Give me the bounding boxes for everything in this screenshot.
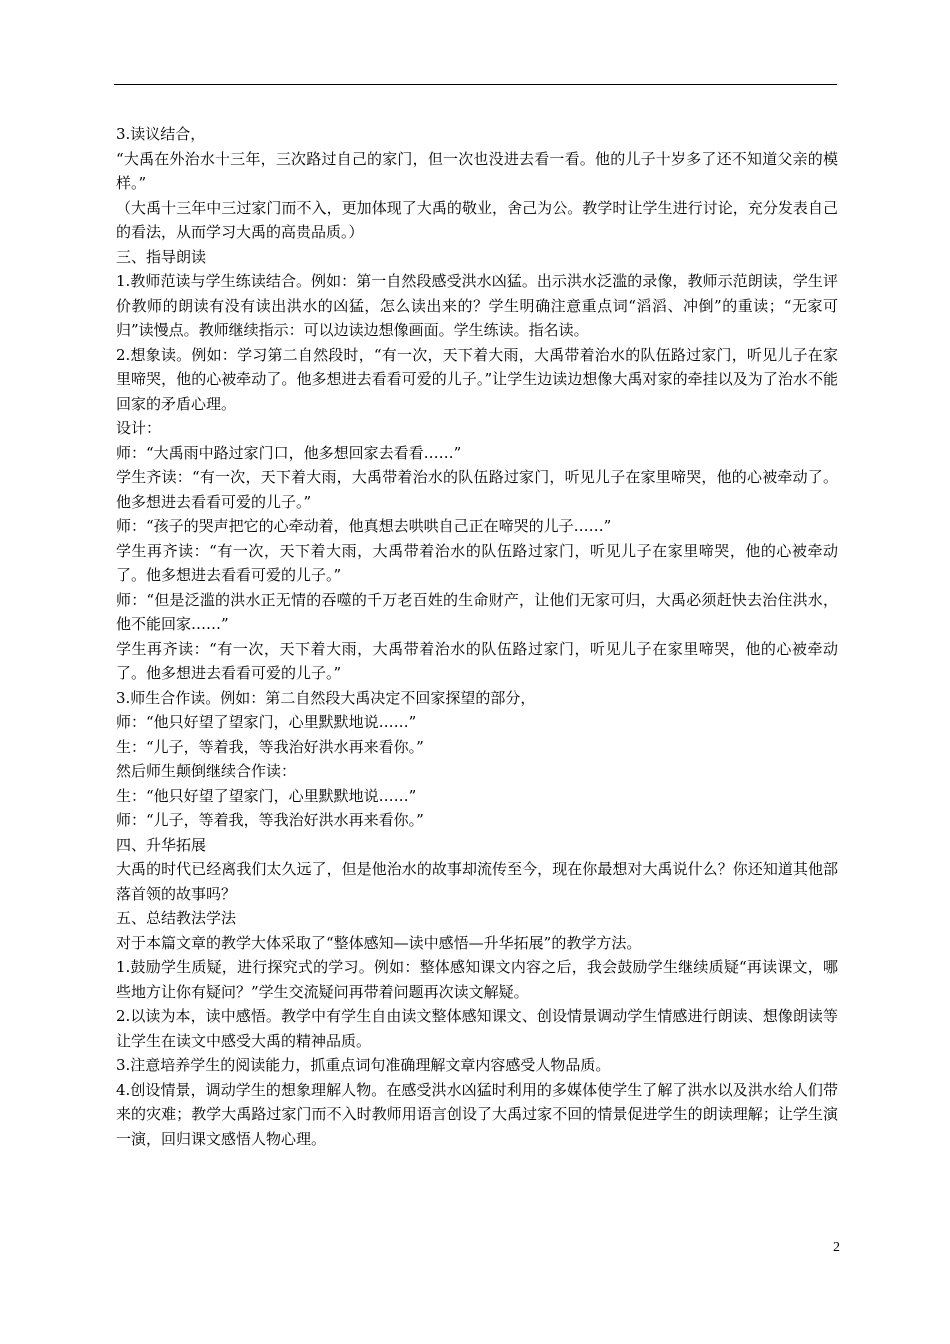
paragraph: 3.师生合作读。例如：第二自然段大禹决定不回家探望的部分， — [116, 688, 536, 707]
paragraph: 3.注意培养学生的阅读能力，抓重点词句准确理解文章内容感受人物品质。 — [116, 1056, 611, 1074]
dialogue-line: 生：“儿子，等着我，等我治好洪水再来看你。” — [116, 737, 424, 756]
dialogue-line: 学生再齐读：“有一次，天下着大雨，大禹带着治水的队伍路过家门，听见儿子在家里啼哭，他的心被牵动了。他多想进去看看可爱的儿子。” — [116, 541, 838, 584]
paragraph: 4.创设情景，调动学生的想象理解人物。在感受洪水凶猛时利用的多媒体使学生了解了洪水以及洪水给人们带来的灾难；教学大禹路过家门而不入时教师用语言创设了大禹过家不回的情景促进学生的朗读理解；让学生演一演，回归课文感悟人物心理。 — [116, 1080, 838, 1148]
header-rule — [114, 84, 837, 85]
paragraph: 2.想象读。例如：学习第二自然段时，“有一次，天下着大雨，大禹带着治水的队伍路过家门，听见儿子在家里啼哭，他的心被牵动了。他多想进去看看可爱的儿子。”让学生边读边想像大禹对家的牵挂以及为了治水不能回家的矛盾心理。 — [116, 345, 838, 413]
paragraph: （大禹十三年中三过家门而不入，更加体现了大禹的敬业，舍己为公。教学时让学生进行讨论，充分发表自己的看法，从而学习大禹的高贵品质。） — [116, 198, 838, 241]
paragraph: 1.教师范读与学生练读结合。例如：第一自然段感受洪水凶猛。出示洪水泛滥的录像，教师示范朗读，学生评价教师的朗读有没有读出洪水的凶猛，怎么读出来的？学生明确注意重点词“滔滔、冲倒”的重读；“无家可归”读慢点。教师继续指示：可以边读边想像画面。学生练读。指名读。 — [116, 272, 838, 339]
paragraph: 设计： — [116, 419, 162, 437]
paragraph: 然后师生颠倒继续合作读： — [116, 762, 297, 780]
paragraph: 大禹的时代已经离我们太久远了，但是他治水的故事却流传至今，现在你最想对大禹说什么？你还知道其他部落首领的故事吗？ — [116, 860, 838, 903]
page-number: 2 — [833, 1240, 840, 1255]
dialogue-line: 师：“大禹雨中路过家门口，他多想回家去看看……” — [116, 443, 462, 462]
dialogue-line: 师：“他只好望了望家门，心里默默地说……” — [116, 713, 417, 731]
section-heading: 四、升华拓展 — [116, 835, 207, 854]
paragraph: 对于本篇文章的教学大体采取了“整体感知—读中感悟—升华拓展”的教学方法。 — [116, 933, 642, 952]
dialogue-line: 生：“他只好望了望家门，心里默默地说……” — [116, 786, 417, 805]
paragraph: 3.读议结合， — [116, 125, 206, 143]
section-heading: 五、总结教法学法 — [116, 909, 237, 927]
paragraph: 1.鼓励学生质疑，进行探究式的学习。例如：整体感知课文内容之后，我会鼓励学生继续质疑“再读课文，哪些地方让你有疑问？”学生交流疑问再带着问题再次读文解疑。 — [116, 958, 838, 1001]
dialogue-line: 师：“孩子的哭声把它的心牵动着，他真想去哄哄自己正在啼哭的儿子……” — [116, 517, 612, 535]
dialogue-line: 师：“但是泛滥的洪水正无情的吞噬的千万老百姓的生命财产，让他们无家可归，大禹必须赶快去治住洪水，他不能回家……” — [116, 590, 838, 633]
section-heading: 三、指导朗读 — [116, 247, 207, 266]
dialogue-line: 学生齐读：“有一次，天下着大雨，大禹带着治水的队伍路过家门，听见儿子在家里啼哭，他的心被牵动了。他多想进去看看可爱的儿子。” — [116, 468, 838, 511]
paragraph: “大禹在外治水十三年，三次路过自己的家门，但一次也没进去看一看。他的儿子十岁多了还不知道父亲的模样。” — [116, 149, 838, 192]
dialogue-line: 师：“儿子，等着我，等我治好洪水再来看你。” — [116, 811, 424, 829]
document-body — [116, 122, 838, 1151]
paragraph: 2.以读为本，读中感悟。教学中有学生自由读文整体感知课文、创设情景调动学生情感进行朗读、想像朗读等让学生在读文中感受大禹的精神品质。 — [116, 1007, 838, 1050]
dialogue-line: 学生再齐读：“有一次，天下着大雨，大禹带着治水的队伍路过家门，听见儿子在家里啼哭，他的心被牵动了。他多想进去看看可爱的儿子。” — [116, 639, 838, 682]
